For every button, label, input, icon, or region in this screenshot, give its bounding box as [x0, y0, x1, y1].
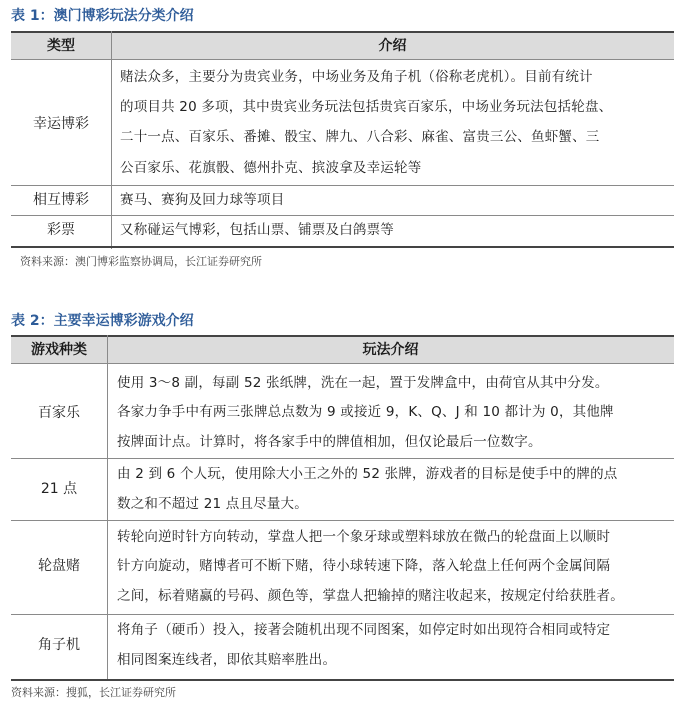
table1-row1-category: 幸运博彩 — [33, 116, 89, 132]
table2-row1-line2: 各家力争手中有两三张牌总点数为 9 或接近 9，K、Q、J 和 10 都计为 0，其他牌 — [117, 404, 614, 420]
table2 — [11, 335, 674, 681]
table1-header-intro: 介绍 — [378, 38, 407, 54]
table2-row3-game: 轮盘赌 — [38, 558, 80, 574]
table2-row4-line2: 相同图案连线者，即依其赔率胜出。 — [117, 652, 337, 668]
table2-header-game: 游戏种类 — [31, 342, 87, 358]
table2-column-divider — [107, 335, 108, 681]
table2-row1-line3: 按牌面计点。计算时，将各家手中的牌值相加，但仅论最后一位数字。 — [117, 434, 542, 450]
table2-bottom-rule — [11, 679, 674, 681]
table2-row3-line2: 针方向旋动，赌博者可不断下赌，待小球转速下降，落入轮盘上任何两个金属间隔 — [117, 558, 611, 574]
table2-row4-game: 角子机 — [38, 637, 80, 653]
table2-row3-line3: 之间，标着赌赢的号码、颜色等，掌盘人把输掉的赌注收起来，按规定付给获胜者。 — [117, 588, 624, 604]
table1-source: 资料来源：澳门博彩监察协调局，长江证券研究所 — [20, 255, 262, 268]
table2-header-rule — [11, 363, 674, 364]
table2-title: 表 2：主要幸运博彩游戏介绍 — [11, 313, 194, 329]
table1-header-type: 类型 — [47, 38, 75, 54]
table2-row1-game: 百家乐 — [38, 405, 80, 421]
table1-row3-line1: 又称碰运气博彩，包括山票、铺票及白鸽票等 — [120, 222, 394, 238]
table2-row3-rule — [11, 614, 674, 615]
table2-row2-line2: 数之和不超过 21 点且尽量大。 — [117, 496, 308, 512]
table1-row1-line2: 的项目共 20 多项，其中贵宾业务玩法包括贵宾百家乐，中场业务玩法包括轮盘、 — [120, 99, 613, 115]
table2-header-play: 玩法介绍 — [362, 342, 419, 358]
table1-column-divider — [111, 31, 112, 249]
table1-row1-rule — [11, 185, 674, 186]
table1-row3-category: 彩票 — [47, 222, 75, 238]
table2-row1-rule — [11, 458, 674, 459]
table1-row1-line1: 赌法众多，主要分为贵宾业务，中场业务及角子机（俗称老虎机）。目前有统计 — [120, 69, 593, 85]
table2-row4-line1: 将角子（硬币）投入，接著会随机出现不同图案，如停定时如出现符合相同或特定 — [117, 622, 611, 638]
table1-row2-rule — [11, 215, 674, 216]
table2-row3-line1: 转轮向逆时针方向转动，掌盘人把一个象牙球或塑料球放在微凸的轮盘面上以顺时 — [117, 529, 611, 545]
table2-source: 资料来源：搜狐，长江证券研究所 — [11, 686, 176, 699]
table1-row2-line1: 赛马、赛狗及回力球等项目 — [120, 192, 285, 208]
table1-row1-line4: 公百家乐、花旗骰、德州扑克、摈波拿及幸运轮等 — [120, 160, 422, 176]
table1-row1-line3: 二十一点、百家乐、番摊、骰宝、牌九、八合彩、麻雀、富贵三公、鱼虾蟹、三 — [120, 129, 600, 145]
table1 — [11, 31, 674, 249]
table2-row2-rule — [11, 520, 674, 521]
table1-bottom-rule — [11, 246, 674, 248]
table1-title: 表 1：澳门博彩玩法分类介绍 — [11, 8, 194, 24]
table2-row1-line1: 使用 3～8 副，每副 52 张纸牌，洗在一起，置于发牌盒中，由荷官从其中分发。 — [117, 375, 609, 391]
table1-row2-category: 相互博彩 — [33, 192, 89, 208]
table2-row2-game: 21 点 — [40, 481, 78, 497]
table2-row2-line1: 由 2 到 6 个人玩，使用除大小王之外的 52 张牌，游戏者的目标是使手中的牌的点 — [117, 466, 618, 482]
